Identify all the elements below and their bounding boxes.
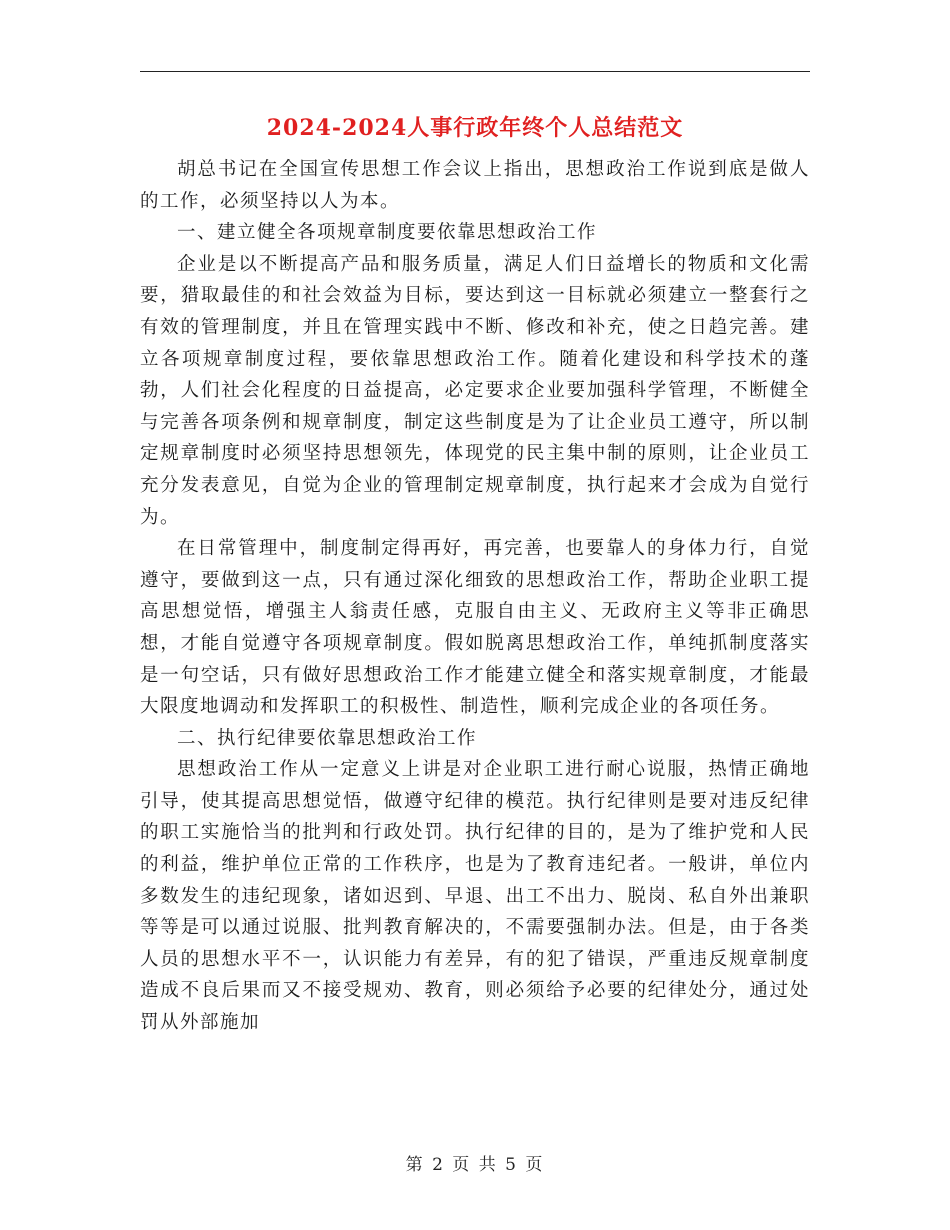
document-body	[140, 154, 810, 1039]
section-heading-1: 一、建立健全各项规章制度要依靠思想政治工作	[177, 222, 598, 244]
paragraph: 企业是以不断提高产品和服务质量，满足人们日益增长的物质和文化需要，猎取最佳的和社会效益为目标，要达到这一目标就必须建立一整套行之有效的管理制度，并且在管理实践中不断、修改和补充，使之日趋完善。建立各项规章制度过程，要依靠思想政治工作。随着化建设和科学技术的蓬勃，人们社会化程度的日益提高，必定要求企业要加强科学管理，不断健全与完善各项条例和规章制度，制定这些制度是为了让企业员工遵守，所以制定规章制度时必须坚持思想领先，体现党的民主集中制的原则，让企业员工充分发表意见，自觉为企业的管理制定规章制度，执行起来才会成为自觉行为。	[140, 253, 810, 528]
paragraph: 在日常管理中，制度制定得再好，再完善，也要靠人的身体力行，自觉遵守，要做到这一点，只有通过深化细致的思想政治工作，帮助企业职工提高思想觉悟，增强主人翁责任感，克服自由主义、无政府主义等非正确思想，才能自觉遵守各项规章制度。假如脱离思想政治工作，单纯抓制度落实是一句空话，只有做好思想政治工作才能建立健全和落实规章制度，才能最大限度地调动和发挥职工的积极性、制造性，顺利完成企业的各项任务。	[140, 538, 810, 718]
page-number: 第 2 页 共 5 页	[405, 1155, 545, 1175]
paragraph-intro: 胡总书记在全国宣传思想工作会议上指出，思想政治工作说到底是做人的工作，必须坚持以人为本。	[140, 159, 810, 212]
section-heading-2: 二、执行纪律要依靠思想政治工作	[177, 727, 478, 749]
header-rule	[140, 71, 810, 72]
paragraph: 思想政治工作从一定意义上讲是对企业职工进行耐心说服，热情正确地引导，使其提高思想觉悟，做遵守纪律的模范。执行纪律则是要对违反纪律的职工实施恰当的批判和行政处罚。执行纪律的目的，是为了维护党和人民的利益，维护单位正常的工作秩序，也是为了教育违纪者。一般讲，单位内多数发生的违纪现象，诸如迟到、早退、出工不出力、脱岗、私自外出兼职等等是可以通过说服、批判教育解决的，不需要强制办法。但是，由于各类人员的思想水平不一，认识能力有差异，有的犯了错误，严重违反规章制度造成不良后果而又不接受规劝、教育，则必须给予必要的纪律处分，通过处罚从外部施加	[140, 759, 810, 1034]
document-title: 2024-2024人事行政年终个人总结范文	[266, 115, 684, 141]
